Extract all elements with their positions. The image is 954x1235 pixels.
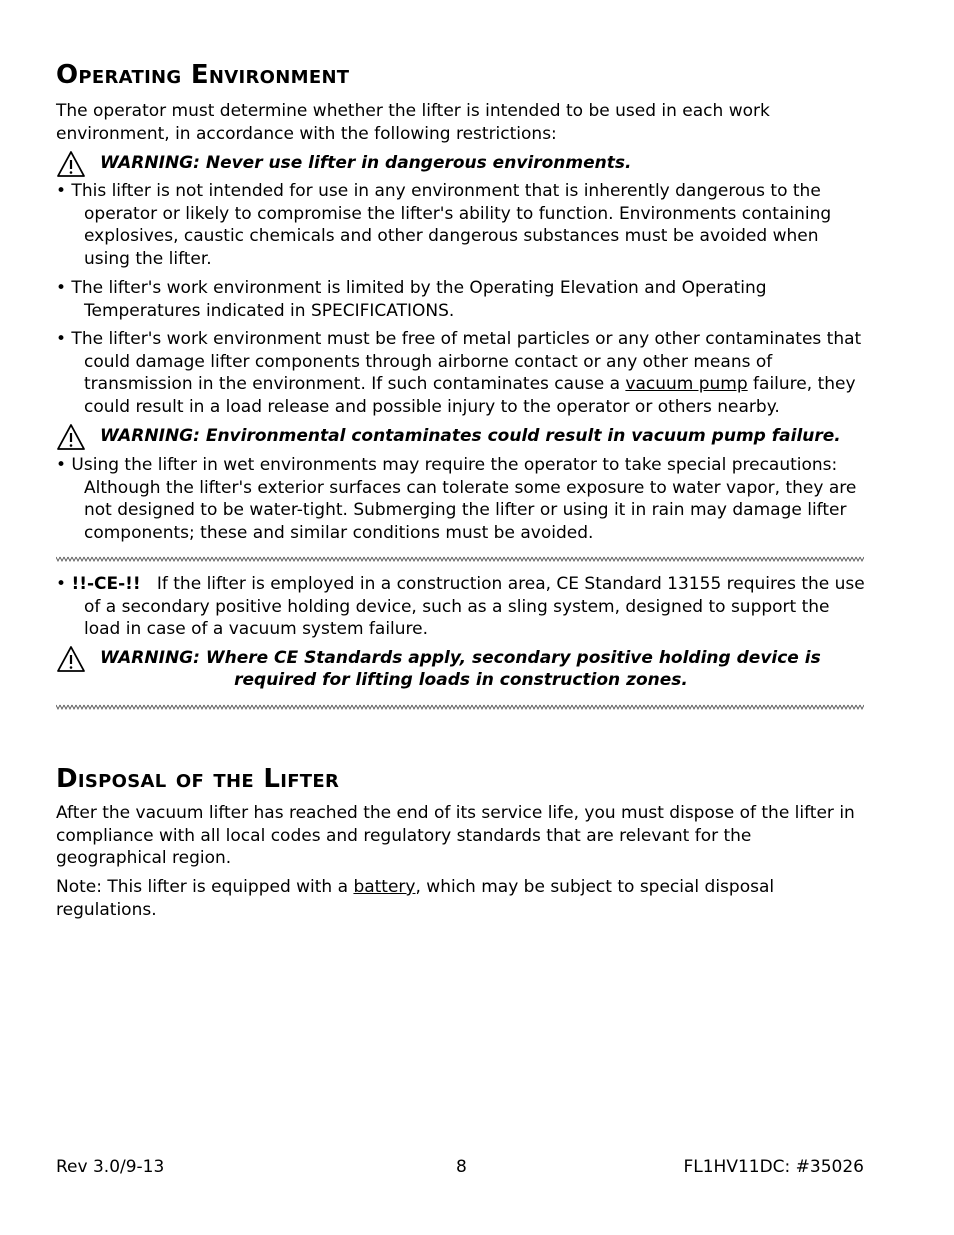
warning-dangerous-environments [56, 152, 866, 176]
bullet-marker: • [56, 574, 72, 594]
title-word: Operating [56, 60, 182, 90]
title-word: Environment [190, 60, 350, 90]
ce-label: !!-CE-!! [71, 574, 141, 594]
bullet-text: • The lifter's work environment must be free of metal particles or any other contaminates that could damage lifter components through airborne contact or any other means of transmission in the environment. If such contaminates cause a [56, 329, 862, 394]
note-text: Note: This lifter is equipped with a [56, 877, 354, 897]
divider-zigzag [56, 704, 864, 710]
note-text: , which may be subject to special disposal regulations. [56, 877, 775, 920]
warning-triangle-icon [56, 150, 86, 178]
warning-text: WARNING: Never use lifter in dangerous environments. [100, 153, 632, 173]
section-title-disposal [56, 764, 339, 794]
warning-text: WARNING: Environmental contaminates could result in vacuum pump failure. [100, 426, 841, 446]
battery-note [56, 876, 866, 921]
bullet-text: failure, they could result in a load release and possible injury to the operator or others nearby. [84, 374, 856, 417]
bullet-text: If the lifter is employed in a construction area, CE Standard 13155 requires the use of a secondary positive holding device, such as a sling system, designed to support the load in case of a vacuum system failure. [84, 574, 871, 639]
bullet-dangerous: • This lifter is not intended for use in any environment that is inherently dangerous to the operator or likely to compromise the lifter's ability to function. Environments containing explosives, caustic chemicals and other dangerous substances must be avoided when using the lifter. [56, 181, 832, 269]
footer-page-number: 8 [456, 1157, 467, 1177]
warning-text-line2: required for lifting loads in construction zones. [234, 670, 688, 690]
footer-revision: Rev 3.0/9-13 [56, 1157, 165, 1177]
warning-triangle-icon [56, 423, 86, 451]
battery-link[interactable]: battery [353, 877, 416, 897]
section-title-operating-environment [56, 60, 349, 90]
title-word: Lifter [263, 764, 340, 794]
bullet-elevation: • The lifter's work environment is limited by the Operating Elevation and Operating Temperatures indicated in SPECIFICATIONS. [56, 278, 767, 321]
bullet-contaminates [56, 328, 866, 418]
bullet-ce-standard [56, 573, 871, 641]
footer-document-id: FL1HV11DC: #35026 [683, 1157, 864, 1177]
vacuum-pump-link[interactable]: vacuum pump [625, 374, 748, 394]
disposal-paragraph: After the vacuum lifter has reached the end of its service life, you must dispose of the lifter in compliance with all local codes and regulatory standards that are relevant for the geographical region. [56, 803, 855, 868]
intro-paragraph: The operator must determine whether the lifter is intended to be used in each work environment, in accordance with the following restrictions: [56, 101, 770, 144]
warning-contaminates [56, 425, 866, 449]
warning-ce-standards [56, 647, 866, 693]
warning-text: WARNING: Where CE Standards apply, secondary positive holding device is [100, 648, 821, 668]
title-word: of the [175, 764, 254, 794]
divider-zigzag [56, 556, 864, 562]
title-word: Disposal [56, 764, 167, 794]
bullet-wet-environments: • Using the lifter in wet environments may require the operator to take special precautions: Although the lifter's exterior surfaces can tolerate some exposure to water vapor, they are not designed to be water-tight. Submerging the lifter or using it in rain may damage lifter components; these and similar conditions must be avoided. [56, 455, 857, 543]
page-footer [56, 1157, 864, 1179]
